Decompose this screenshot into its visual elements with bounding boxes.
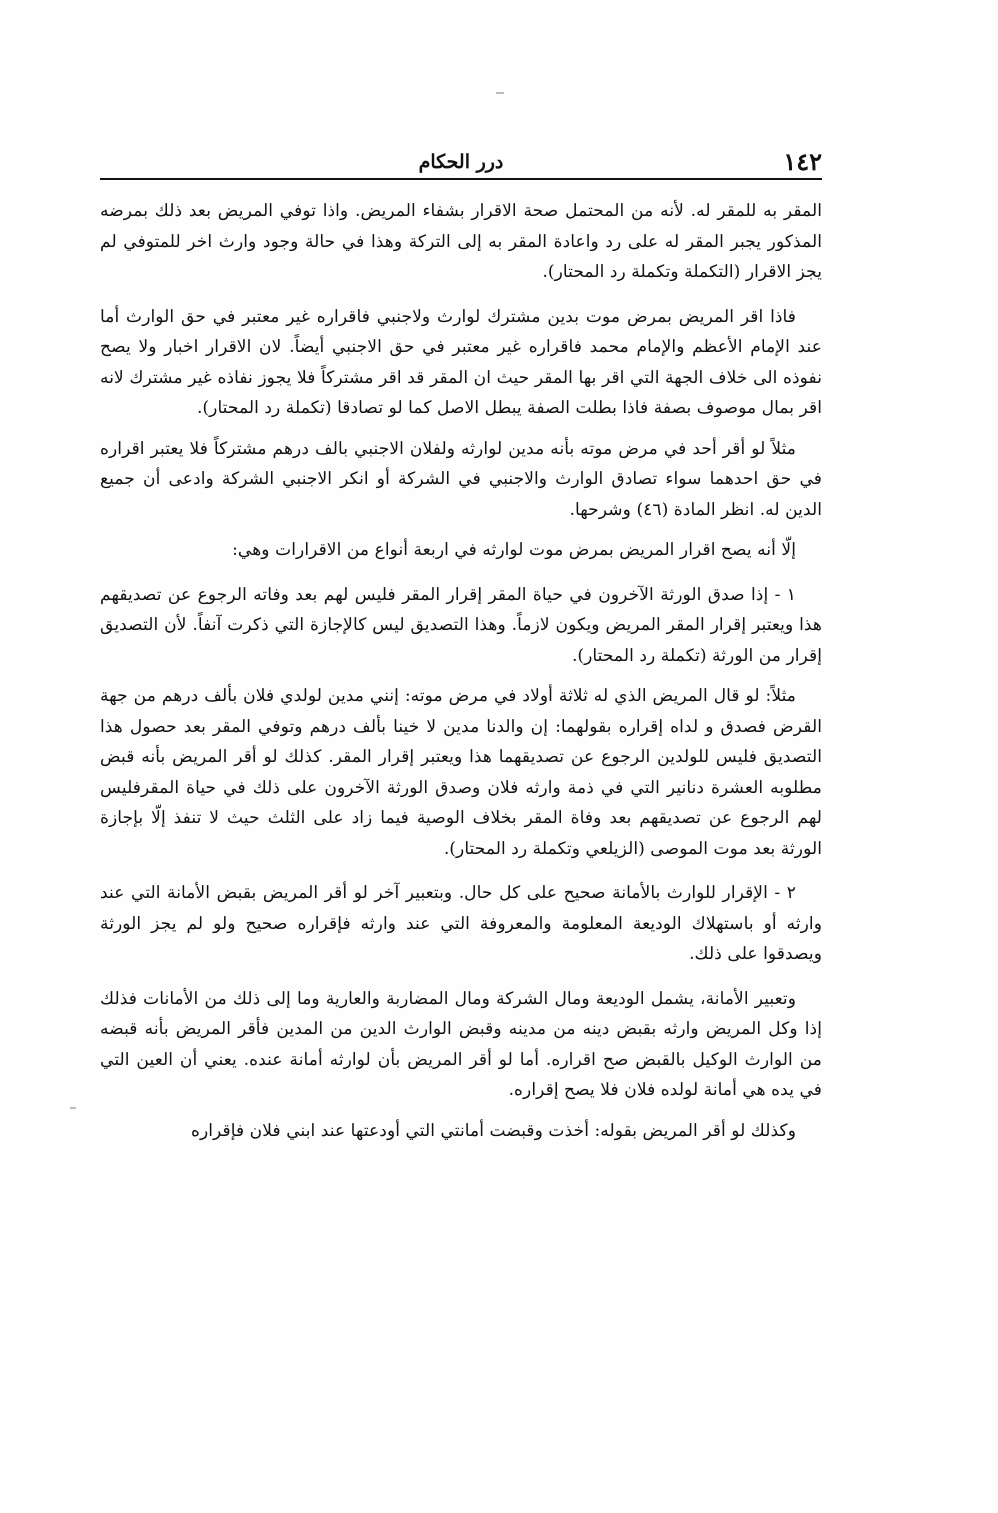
paragraph-four-types: إلّا أنه يصح اقرار المريض بمرض موت لوارثه في اربعة أنواع من الاقرارات وهي:	[232, 540, 796, 560]
page-body	[100, 196, 822, 1146]
page-header	[100, 148, 822, 180]
running-title: درر الحكام	[418, 151, 504, 173]
paragraph-continuation: المقر به للمقر له. لأنه من المحتمل صحة الاقرار بشفاء المريض. واذا توفي المريض بعد ذلك بمرضه المذكور يجبر المقر له على رد واعادة المقر به إلى التركة وهذا في حالة وجود وارث اخر للمتوفي لم يجز الاقرار (التكملة وتكملة رد المحتار).	[100, 201, 822, 282]
page-number: ١٤٢	[783, 147, 822, 176]
paragraph-type-one: ١ - إذا صدق الورثة الآخرون في حياة المقر إقرار المقر فليس لهم بعد وفاته الرجوع عن تصديقهم هذا ويعتبر إقرار المقر المريض ويكون لازماً. وهذا التصديق ليس كالإجازة التي ذكرت آنفاً. لأن التصديق إقرار من الورثة (تكملة رد المحتار).	[100, 584, 822, 666]
paragraph-trust-definition: وتعبير الأمانة، يشمل الوديعة ومال الشركة ومال المضاربة والعارية وما إلى ذلك من الأمانات فذلك إذا وكل المريض وارثه بقبض دينه من مدينه وقبض الوارث الدين من المدين فأقر المريض بأنه قبضه من الوارث الوكيل بالقبض صح اقراره. أما لو أقر المريض بأن لوارثه أمانة عنده. يعني أن العين التي في يده هي أمانة لولده فلان فلا يصح إقراره.	[100, 988, 822, 1100]
paragraph-example-three-sons: مثلاً: لو قال المريض الذي له ثلاثة أولاد في مرض موته: إنني مدين لولدي فلان بألف درهم من جهة القرض فصدق و لداه إقراره بقولهما: إن والدنا مدين لا خينا بألف درهم وتوفي المقر بعد حصول هذا التصديق فليس للولدين الرجوع عن تصديقهما هذا ويعتبر إقرار المقر. كذلك لو أقر المريض بأنه قبض مطلوبه العشرة دنانير التي في ذمة وارثه فلان وصدق الورثة الآخرون على ذلك في حياة المقرفليس لهم الرجوع عن تصديقهم بعد وفاة المقر بخلاف الوصية فيما زاد على الثلث حيث لا تنفذ إلّا بإجازة الورثة بعد موت الموصى (الزيلعي وتكملة رد المحتار).	[100, 686, 822, 859]
scan-mark	[496, 92, 504, 94]
paragraph-example-shared: مثلاً لو أقر أحد في مرض موته بأنه مدين لوارثه ولفلان الاجنبي بالف درهم مشتركاً فلا يعتبر اقراره في حق احدهما سواء تصادق الوارث والاجنبي في الشركة أو انكر الاجنبي الشركة وادعى أن جميع الدين له. انظر المادة (٤٦) وشرحها.	[100, 438, 822, 520]
margin-mark	[70, 1107, 76, 1109]
paragraph-type-two: ٢ - الإقرار للوارث بالأمانة صحيح على كل حال. وبتعبير آخر لو أقر المريض بقبض الأمانة التي عند وارثه أو باستهلاك الوديعة المعلومة والمعروفة التي عند وارثه فإقراره صحيح ولو لم يجز الورثة ويصدقوا على ذلك.	[100, 883, 822, 964]
paragraph-similarly: وكذلك لو أقر المريض بقوله: أخذت وقبضت أمانتي التي أودعتها عند ابني فلان فإقراره	[190, 1120, 796, 1141]
paragraph-shared-debt: فاذا اقر المريض بمرض موت بدين مشترك لوارث ولاجنبي فاقراره غير معتبر في حق الوارث أما عند الإمام الأعظم والإمام محمد فاقراره غير معتبر في حق الاجنبي أيضاً. لان الاقرار اخبار ولا يصح نفوذه الى خلاف الجهة التي اقر بها المقر حيث ان المقر قد اقر مشتركاً فلا يجوز نفاذه غير مشترك لانه اقر بمال موصوف بصفة فاذا بطلت الصفة يبطل الاصل كما لو تصادقا (تكملة رد المحتار).	[100, 306, 822, 418]
